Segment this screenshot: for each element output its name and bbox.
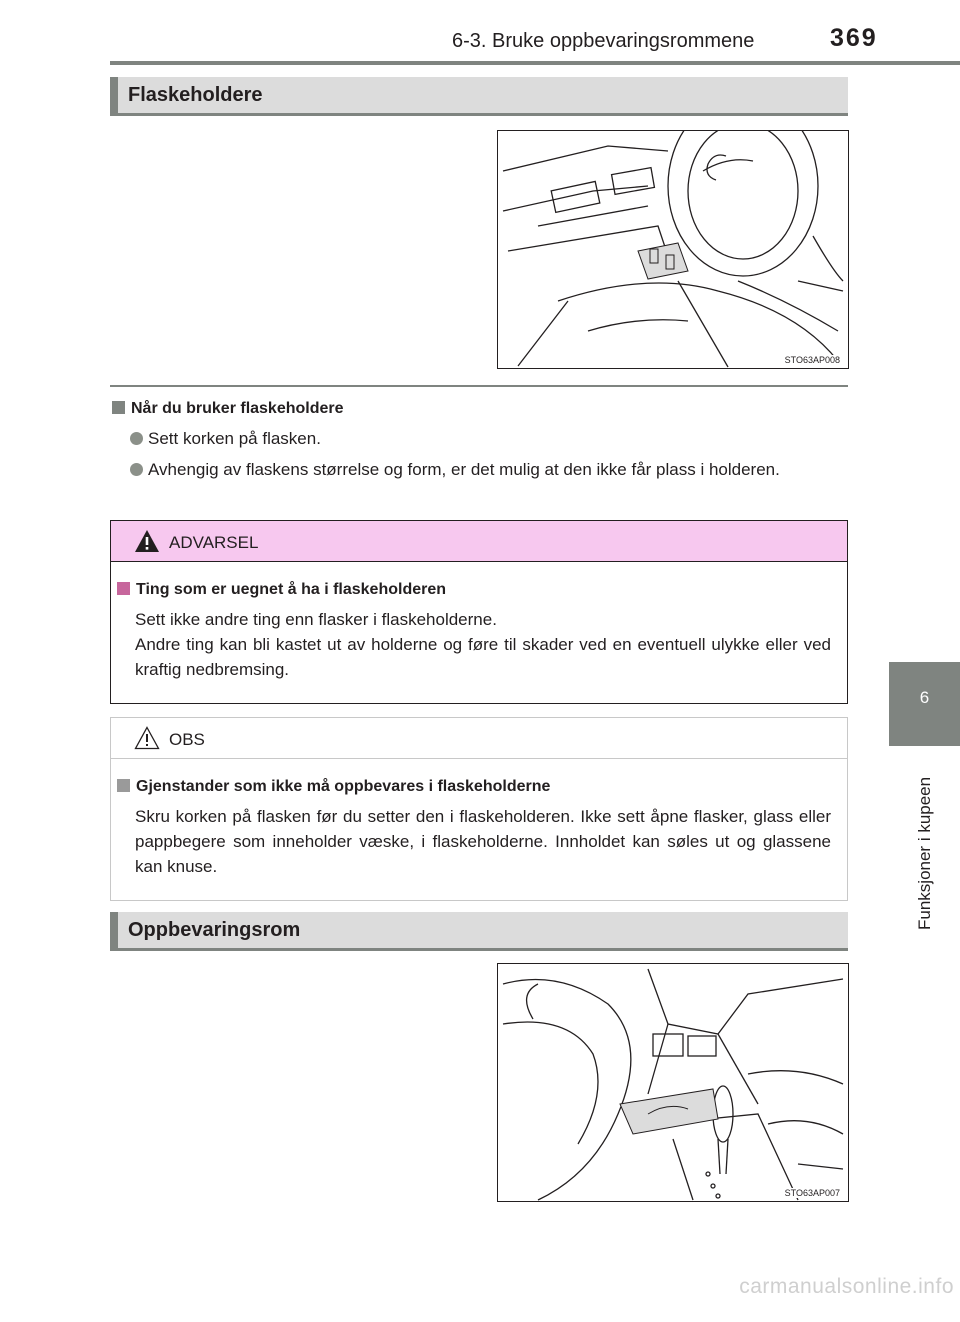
watermark: carmanualsonline.info <box>739 1275 954 1298</box>
chapter-side-tab <box>889 662 960 1322</box>
divider <box>110 385 848 387</box>
notice-box <box>110 717 848 901</box>
warning-header <box>111 521 847 562</box>
warning-box <box>110 520 848 704</box>
page-number: 369 <box>830 24 878 52</box>
bullet-item <box>130 426 848 452</box>
bullet-text: Sett korken på flasken. <box>148 429 321 448</box>
figure-bottle-holder <box>497 130 849 369</box>
notice-header <box>111 718 847 759</box>
notice-body: Skru korken på flasken før du setter den i flaskeholderen. Ikke sett åpne flasker, glass eller pappbegere som inneholder væske, i flaskeholderne. Innholdet kan søles ut og glassene kan knuse. <box>135 807 831 876</box>
warning-body-line: Sett ikke andre ting enn flasker i flaskeholderne. <box>135 610 497 629</box>
section-bar-oppbevaringsrom <box>110 912 848 951</box>
notice-subheading-text: Gjenstander som ikke må oppbevares i flaskeholderne <box>136 778 551 795</box>
square-bullet-icon <box>112 401 125 414</box>
chapter-label: Funksjoner i kupeen <box>915 776 934 930</box>
section-accent <box>110 912 118 948</box>
figure-storage <box>497 963 849 1202</box>
bottle-holder-illustration <box>498 131 848 368</box>
figure-code: STO63AP007 <box>784 1188 840 1198</box>
chapter-label-wrap <box>913 758 937 930</box>
header-rule <box>110 61 960 65</box>
storage-illustration <box>498 964 848 1201</box>
usage-subheading <box>112 400 344 418</box>
square-bullet-icon <box>117 779 130 792</box>
warning-body <box>135 607 831 682</box>
warning-triangle-icon <box>134 529 160 553</box>
bullet-text: Avhengig av flaskens størrelse og form, er det mulig at den ikke får plass i holderen. <box>148 460 780 479</box>
notice-title: OBS <box>169 730 205 749</box>
section-title: Flaskeholdere <box>128 84 263 106</box>
warning-subheading <box>117 581 446 599</box>
chapter-number: 6 <box>889 662 960 746</box>
section-title: Oppbevaringsrom <box>128 919 301 941</box>
notice-subheading <box>117 778 550 796</box>
figure-code: STO63AP008 <box>784 355 840 365</box>
section-bar-flaskeholdere <box>110 77 848 116</box>
warning-title: ADVARSEL <box>169 533 259 552</box>
warning-subheading-text: Ting som er uegnet å ha i flaskeholderen <box>136 581 447 598</box>
caution-triangle-icon <box>134 726 160 750</box>
section-accent <box>110 77 118 113</box>
round-bullet-icon <box>130 463 143 476</box>
chapter-title: 6-3. Bruke oppbevaringsrommene <box>452 30 755 52</box>
square-bullet-icon <box>117 582 130 595</box>
usage-subheading-text: Når du bruker flaskeholdere <box>131 400 344 417</box>
bullet-item <box>130 457 848 509</box>
warning-body-line: Andre ting kan bli kastet ut av holderne og føre til skader ved en eventuell ulykke eller ved kraftig nedbremsing. <box>135 635 831 679</box>
round-bullet-icon <box>130 432 143 445</box>
